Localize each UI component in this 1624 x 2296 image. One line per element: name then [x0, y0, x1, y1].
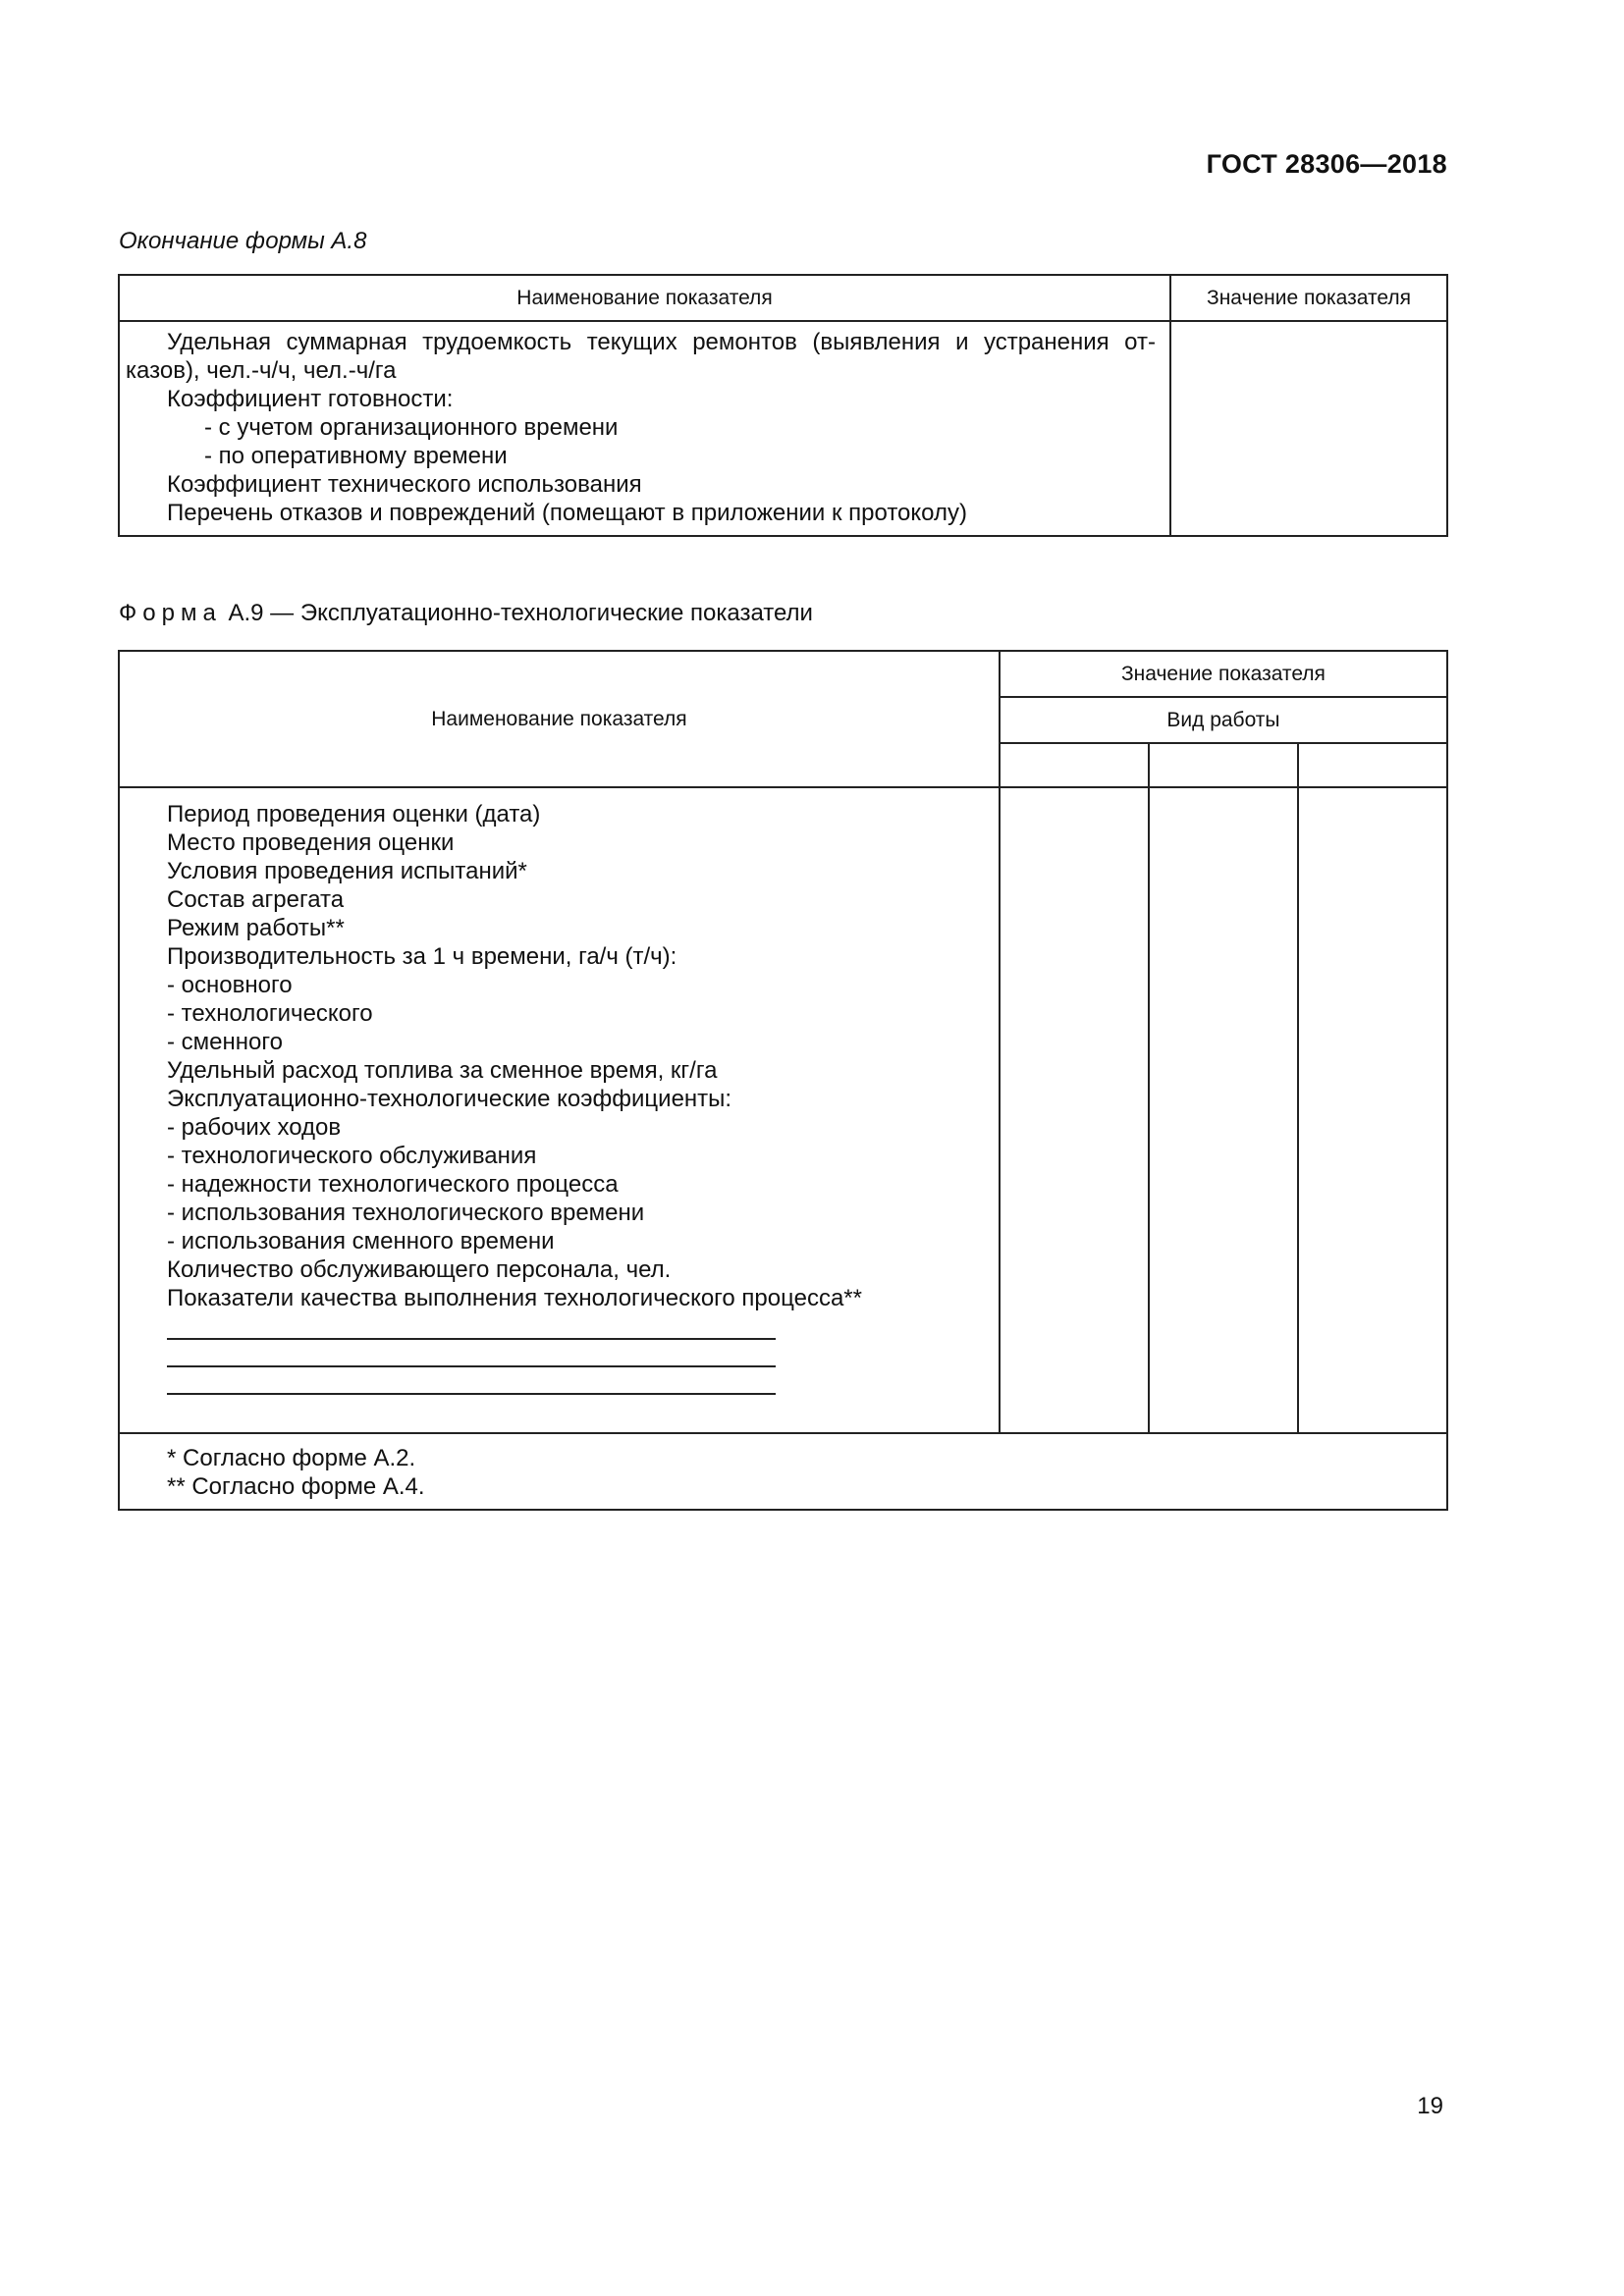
indicator-row: Режим работы** — [167, 915, 345, 941]
indicator-row: Производительность за 1 ч времени, га/ч (т/ч): — [167, 943, 677, 970]
indicator-list — [120, 788, 999, 1432]
footnote: ** Согласно форме А.4. — [167, 1473, 425, 1500]
footnote: * Согласно форме А.2. — [167, 1445, 416, 1471]
indicator-row: - сменного — [167, 1029, 283, 1055]
indicator-list — [120, 322, 1169, 535]
header-indicator-name: Наименование показателя — [119, 275, 1170, 321]
blank-fill-line — [167, 1340, 776, 1367]
indicator-row: - надежности технологического процесса — [167, 1171, 619, 1198]
header-work-type: Вид работы — [1000, 697, 1447, 743]
indicator-row: - использования технологического времени — [167, 1200, 645, 1226]
indicator-row: Коэффициент готовности: — [167, 386, 454, 412]
form-a9-caption — [119, 600, 813, 627]
header-indicator-value: Значение показателя — [1000, 651, 1447, 697]
indicator-row: Место проведения оценки — [167, 829, 455, 856]
value-cell-1 — [1000, 787, 1149, 1433]
header-indicator-name: Наименование показателя — [119, 651, 1000, 787]
indicator-row: - с учетом организационного времени — [204, 414, 619, 441]
form-a8-continuation-caption: Окончание формы А.8 — [119, 228, 367, 254]
value-cell-3 — [1298, 787, 1447, 1433]
indicator-names-cell — [119, 321, 1170, 536]
notes-cell — [119, 1433, 1447, 1510]
indicator-row: казов), чел.-ч/ч, чел.-ч/га — [126, 357, 397, 384]
work-type-cell-3 — [1298, 743, 1447, 787]
form-a9-caption-title: А.9 — Эксплуатационно-технологические показатели — [228, 600, 813, 626]
work-type-cell-1 — [1000, 743, 1149, 787]
indicator-row: - технологического обслуживания — [167, 1143, 537, 1169]
indicator-row: Эксплуатационно-технологические коэффициенты: — [167, 1086, 732, 1112]
value-cell-2 — [1149, 787, 1298, 1433]
indicator-row: Период проведения оценки (дата) — [167, 801, 541, 828]
indicator-names-cell — [119, 787, 1000, 1433]
header-indicator-value: Значение показателя — [1170, 275, 1447, 321]
indicator-row: - основного — [167, 972, 293, 998]
indicator-row: - технологического — [167, 1000, 373, 1027]
form-a9-caption-prefix: Форма — [119, 600, 222, 626]
indicator-row: Условия проведения испытаний* — [167, 858, 527, 884]
indicator-row: Состав агрегата — [167, 886, 345, 913]
indicator-row: Перечень отказов и повреждений (помещают в приложении к протоколу) — [167, 500, 967, 526]
footnotes — [120, 1434, 1446, 1509]
work-type-cell-2 — [1149, 743, 1298, 787]
indicator-row: Количество обслуживающего персонала, чел. — [167, 1256, 672, 1283]
form-a8-table — [118, 274, 1448, 537]
indicator-row: - рабочих ходов — [167, 1114, 342, 1141]
indicator-row: - использования сменного времени — [167, 1228, 555, 1255]
indicator-row: - по оперативному времени — [204, 443, 508, 469]
indicator-row: Удельная суммарная трудоемкость текущих ремонтов (выявления и устранения от- — [167, 329, 1156, 355]
indicator-row: Коэффициент технического использования — [167, 471, 642, 498]
standard-header: ГОСТ 28306—2018 — [1206, 149, 1447, 179]
blank-fill-line — [167, 1367, 776, 1395]
blank-fill-line — [167, 1312, 776, 1340]
indicator-value-cell — [1170, 321, 1447, 536]
form-a9-table — [118, 650, 1448, 1511]
page-number: 19 — [1417, 2093, 1443, 2119]
indicator-row: Показатели качества выполнения технологического процесса** — [167, 1285, 862, 1311]
indicator-row: Удельный расход топлива за сменное время, кг/га — [167, 1057, 718, 1084]
